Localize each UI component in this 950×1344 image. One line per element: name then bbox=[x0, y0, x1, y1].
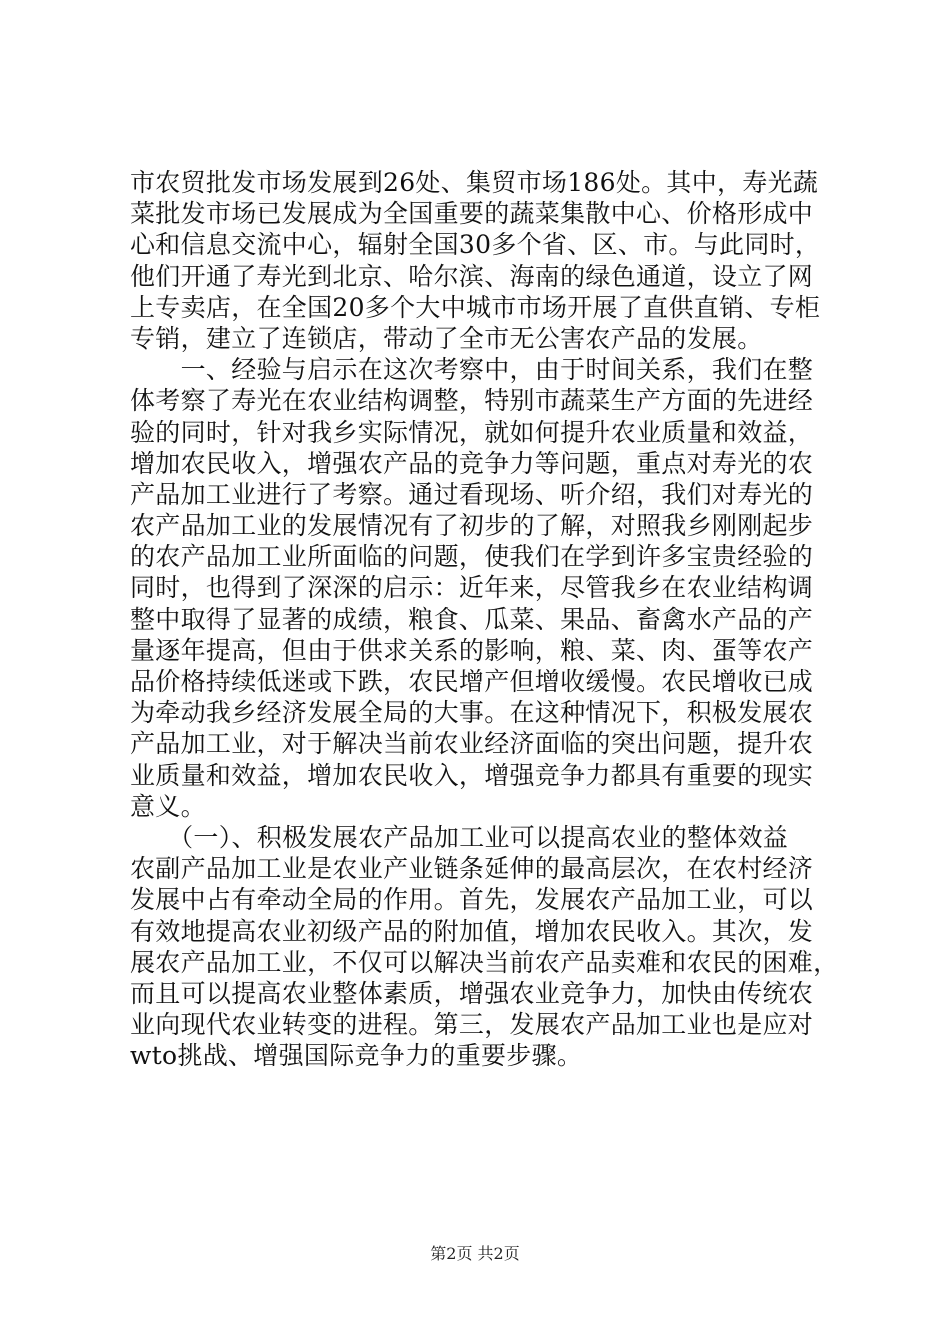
text-line: 展农产品加工业，不仅可以解决当前农产品卖难和农民的困难， bbox=[130, 947, 839, 977]
text-line: 品价格持续低迷或下跌，农民增产但增收缓慢。农民增收已成 bbox=[130, 667, 814, 696]
text-line: 同时，也得到了深深的启示：近年来，尽管我乡在农业结构调 bbox=[130, 573, 814, 603]
text-line: 意义。 bbox=[130, 791, 206, 821]
text-line: 专销，建立了连锁店，带动了全市无公害农产品的发展。 bbox=[130, 323, 763, 353]
page-number-label: 第2页 共2页 bbox=[430, 1244, 520, 1263]
text-line: 验的同时，针对我乡实际情况，就如何提升农业质量和效益， bbox=[130, 417, 814, 447]
text-line: 一、经验与启示在这次考察中，由于时间关系，我们在整 bbox=[130, 355, 814, 385]
text-line: 他们开通了寿光到北京、哈尔滨、海南的绿色通道，设立了网 bbox=[130, 261, 814, 291]
text-line: 量逐年提高，但由于供求关系的影响，粮、菜、肉、蛋等农产 bbox=[130, 635, 814, 665]
text-line: 市农贸批发市场发展到26处、集贸市场186处。其中，寿光蔬 bbox=[130, 168, 819, 197]
text-line: 上专卖店，在全国20多个大中城市市场开展了直供直销、专柜 bbox=[130, 292, 821, 322]
text-line: 菜批发市场已发展成为全国重要的蔬菜集散中心、价格形成中 bbox=[130, 199, 814, 229]
text-line: 增加农民收入，增强农产品的竞争力等问题，重点对寿光的农 bbox=[130, 448, 814, 478]
text-line: 体考察了寿光在农业结构调整，特别市蔬菜生产方面的先进经 bbox=[130, 386, 814, 416]
text-line: 农副产品加工业是农业产业链条延伸的最高层次，在农村经济 bbox=[130, 854, 814, 884]
text-line: 整中取得了显著的成绩，粮食、瓜菜、果品、畜禽水产品的产 bbox=[130, 604, 814, 634]
text-line: 而且可以提高农业整体素质，增强农业竞争力，加快由传统农 bbox=[130, 978, 814, 1008]
text-line: 有效地提高农业初级产品的附加值，增加农民收入。其次，发 bbox=[130, 916, 814, 946]
text-line: 发展中占有牵动全局的作用。首先，发展农产品加工业，可以 bbox=[130, 885, 814, 915]
text-line: （一）、积极发展农产品加工业可以提高农业的整体效益 bbox=[130, 822, 789, 852]
text-line: 的农产品加工业所面临的问题，使我们在学到许多宝贵经验的 bbox=[130, 542, 814, 572]
text-line: 产品加工业，对于解决当前农业经济面临的突出问题，提升农 bbox=[130, 729, 814, 759]
text-line: 心和信息交流中心，辐射全国30多个省、区、市。与此同时， bbox=[130, 230, 821, 260]
text-line: 产品加工业进行了考察。通过看现场、听介绍，我们对寿光的 bbox=[130, 479, 814, 509]
page-footer bbox=[0, 1244, 950, 1264]
text-line: wto挑战、增强国际竞争力的重要步骤。 bbox=[130, 1041, 583, 1071]
text-line: 为牵动我乡经济发展全局的大事。在这种情况下，积极发展农 bbox=[130, 698, 814, 728]
body-text bbox=[130, 167, 839, 1071]
text-line: 农产品加工业的发展情况有了初步的了解，对照我乡刚刚起步 bbox=[130, 511, 814, 541]
text-line: 业质量和效益，增加农民收入，增强竞争力都具有重要的现实 bbox=[130, 760, 814, 790]
text-line: 业向现代农业转变的进程。第三，发展农产品加工业也是应对 bbox=[130, 1010, 814, 1040]
